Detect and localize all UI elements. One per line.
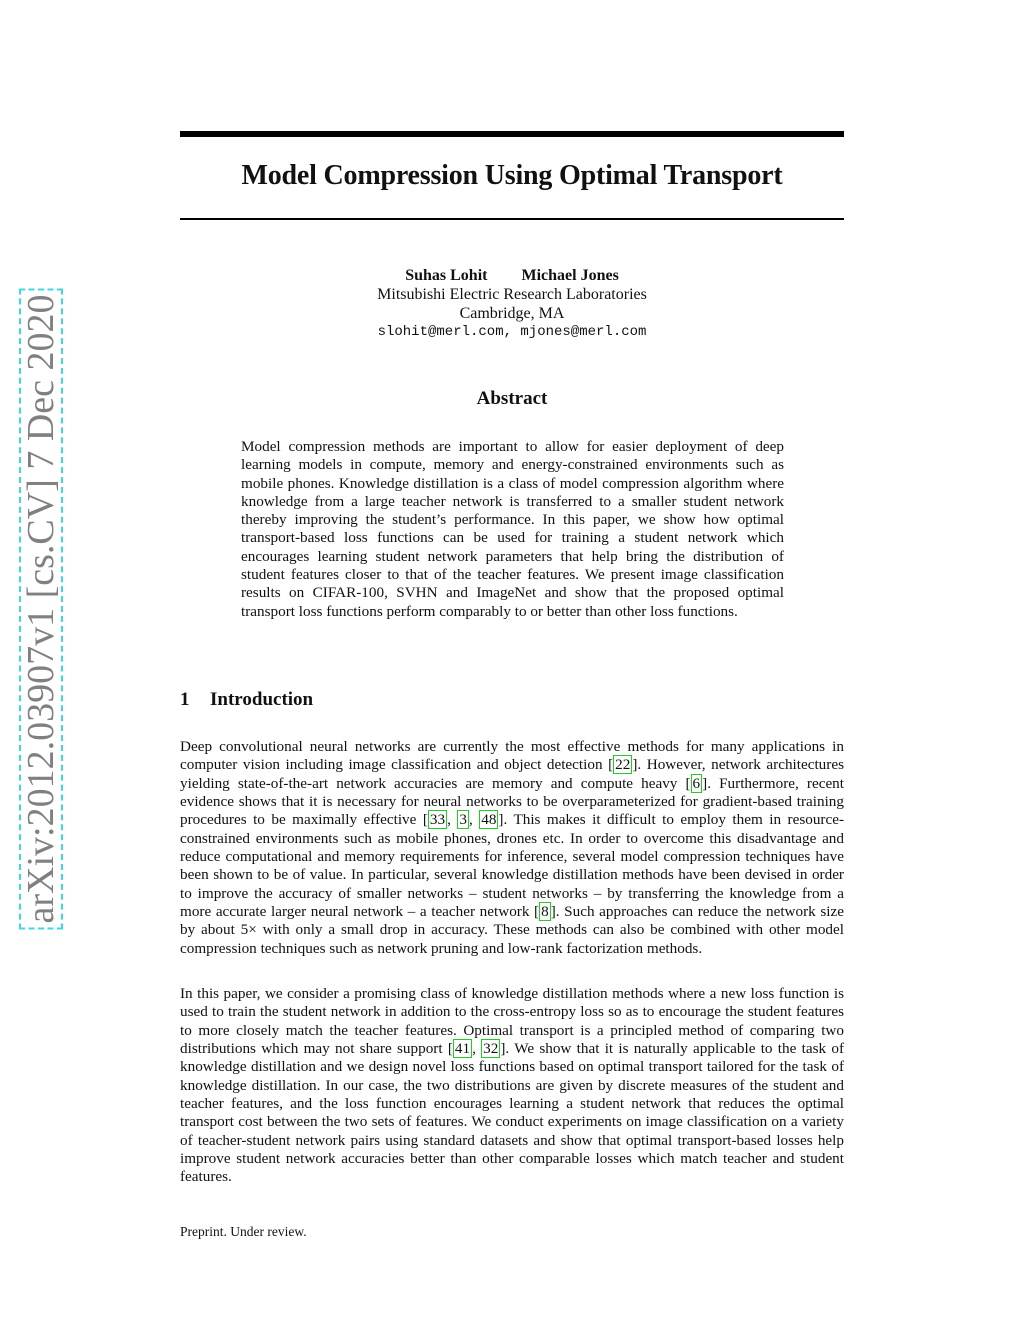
paragraph-text: . Such approaches can reduce the network size by about 5× with only a small drop in accuracy. These methods can also be combined with other model compression techniques such as network pruning and low-rank factorization methods. (180, 903, 844, 957)
citation-link[interactable]: 48 (481, 811, 497, 829)
section-heading-introduction (180, 689, 313, 711)
title-top-rule (180, 131, 844, 137)
author-affiliation: Mitsubishi Electric Research Laboratories (377, 286, 647, 303)
citation-link[interactable]: 8 (541, 903, 549, 921)
paragraph-text: . Furthermore, recent evidence shows that it is necessary for neural networks to be overparameterized for gradient-based training procedures to be maximally effective (180, 774, 844, 829)
section-number: 1 (180, 689, 190, 710)
author-location: Cambridge, MA (459, 305, 565, 322)
paragraph-text: In this paper, we consider a promising class of knowledge distillation methods where a new loss function is used to train the student network in addition to the cross-entropy loss so as to encourage the student features to more closely match the teacher features. Optimal transport is a principled method of comparing two distributions which may not share support (180, 985, 844, 1058)
author-name: Michael Jones (521, 267, 619, 284)
citation-link[interactable]: 33 (429, 811, 446, 829)
author-names (180, 266, 844, 285)
citation-link[interactable]: 22 (615, 756, 631, 774)
author-name: Suhas Lohit (405, 267, 488, 284)
paragraph-text: . This makes it difficult to employ them in resource-constrained environments such as mobile phones, drones etc. In order to overcome this disadvantage and reduce computational and memory requirements for inference, several model compression techniques have been shown to be of value. In particular, several knowledge distillation methods have been devised in order to improve the accuracy of smaller networks – student networks – by transferring the knowledge from a more accurate larger neural network – a teacher network (180, 811, 845, 921)
paragraph-text: . We show that it is naturally applicable to the task of knowledge distillation and we design novel loss functions based on optimal transport tailored for the task of knowledge distillation. In our case, the two distributions are given by discrete measures of the student and teacher features, and the loss function encourages learning a student network that reduces the optimal transport cost between the two sets of features. We conduct experiments on image classification on a variety of teacher-student network pairs using standard datasets and show that optimal transport-based losses help improve student network accuracies better than other comparable losses which match teacher and student features. (180, 1040, 845, 1186)
introduction-paragraph-2: In this paper, we consider a promising class of knowledge distillation methods where a new loss function is used to train the student network in addition to the cross-entropy loss so as to encourage the student features to more closely match the teacher features. Optimal transport is a principled method of comparing two distributions which may not share support [ 41 , 32 ]. We show that it is naturally applicable to the task of knowledge distillation and we design novel loss functions based on optimal transport tailored for the task of knowledge distillation. In our case, the two distributions are given by discrete measures of the student and teacher features, and the loss function encourages learning a student network that reduces the optimal transport cost between the two sets of features. We conduct experiments on image classification on a variety of teacher-student network pairs using standard datasets and show that optimal transport-based losses help improve student network accuracies better than other comparable losses which match teacher and student features. (180, 985, 845, 1186)
title-bottom-rule (180, 218, 844, 220)
arxiv-identifier-stamp: arXiv:2012.03907v1 [cs.CV] 7 Dec 2020 (19, 288, 63, 929)
paper-title: Model Compression Using Optimal Transport (241, 160, 783, 191)
preprint-footer: Preprint. Under review. (180, 1224, 307, 1239)
author-block (180, 266, 844, 342)
introduction-paragraph-1: Deep convolutional neural networks are currently the most effective methods for many applications in computer vision including image classification and object detection [ 22 ]. However, network architectures yielding state-of-the-art network accuracies are memory and compute heavy [ 6 ]. Furthermore, recent evidence shows that it is necessary for neural networks to be overparameterized for gradient-based training procedures to be maximally effective [ 33 , 3 , 48 ]. This makes it difficult to employ them in resource-constrained environments such as mobile phones, drones etc. In order to overcome this disadvantage and reduce computational and memory requirements for inference, several model compression techniques have been shown to be of value. In particular, several knowledge distillation methods have been devised in order to improve the accuracy of smaller networks – student networks – by transferring the knowledge from a more accurate larger neural network – a teacher network [ 8 ]. Such approaches can reduce the network size by about 5× with only a small drop in accuracy. These methods can also be combined with other model compression techniques such as network pruning and low-rank factorization methods. (180, 738, 845, 957)
paragraph-text: . However, network architectures yielding state-of-the-art network accuracies are memory and compute heavy (180, 756, 844, 792)
citation-link[interactable]: 41 (454, 1040, 471, 1058)
author-emails: slohit@merl.com, mjones@merl.com (377, 324, 647, 340)
citation-link[interactable]: 32 (483, 1040, 499, 1058)
abstract-heading: Abstract (476, 388, 548, 409)
citation-link[interactable]: 3 (459, 811, 467, 829)
paragraph-text: Deep convolutional neural networks are currently the most effective methods for many applications in computer vision including image classification and object detection (180, 738, 844, 774)
citation-link[interactable]: 6 (692, 774, 701, 792)
abstract-body: Model compression methods are important to allow for easier deployment of deep learning models in compute, memory and energy-constrained environments such as mobile phones. Knowledge distillation is a class of model compression algorithm where knowledge from a large teacher network is transferred to a smaller student network thereby improving the student’s performance. In this paper, we show how optimal transport-based loss functions can be used for training a student network which encourages learning student network parameters that help bring the distribution of student features closer to that of the teacher features. We present image classification results on CIFAR-100, SVHN and ImageNet and show that the proposed optimal transport loss functions perform comparably to or better than other loss functions. (241, 438, 784, 620)
section-title: Introduction (210, 689, 314, 710)
